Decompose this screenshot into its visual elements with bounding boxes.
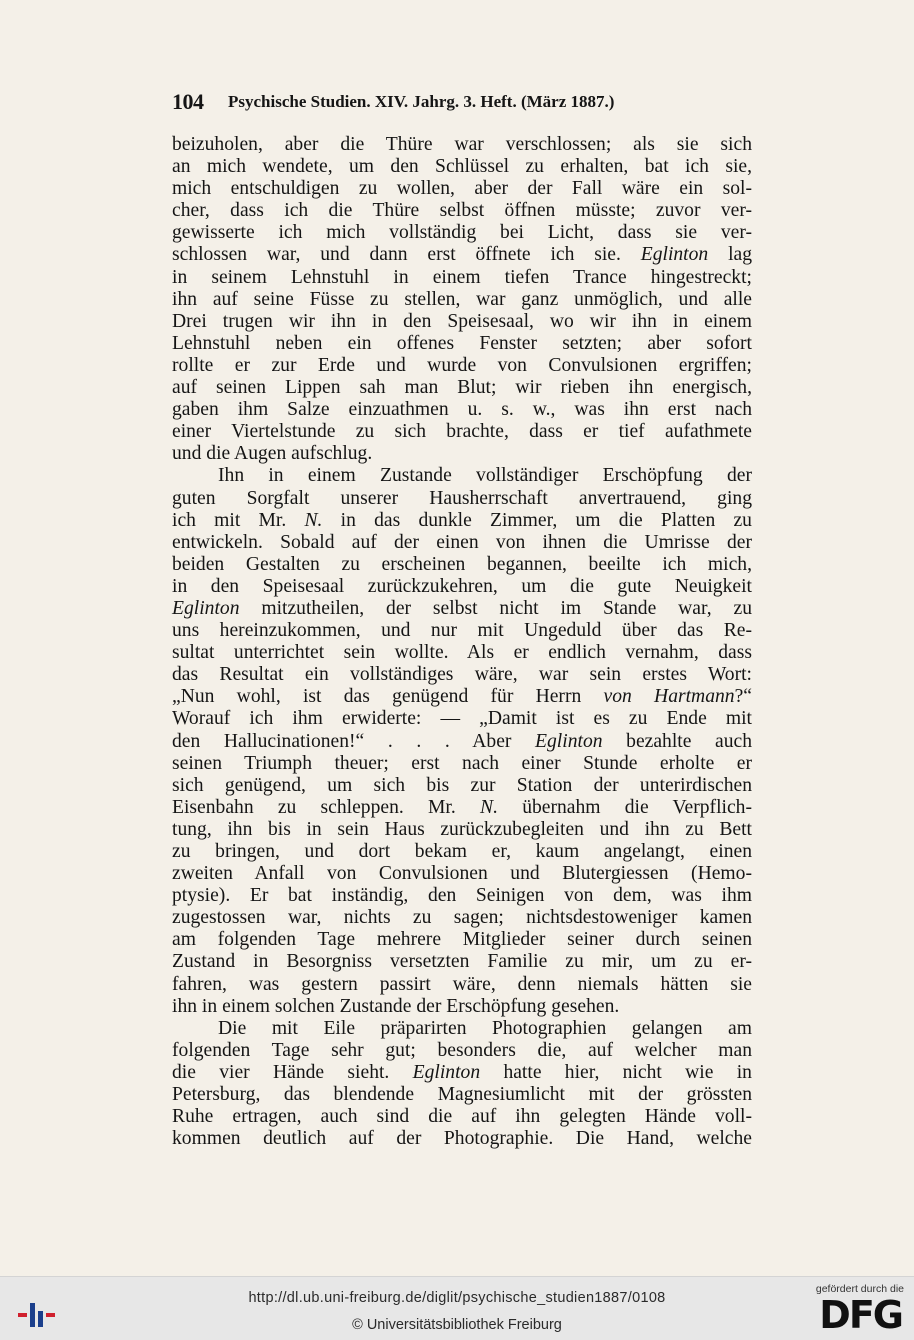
text-line: Lehnstuhl neben ein offenes Fenster setzten; aber sofort [172, 332, 752, 354]
text-line: guten Sorgfalt unserer Hausherrschaft anvertrauend, ging [172, 487, 752, 509]
text-line: Ruhe ertragen, auch sind die auf ihn gelegten Hände voll- [172, 1106, 752, 1128]
dfg-funding-label: gefördert durch die [815, 1283, 904, 1295]
text-line: Worauf ich ihm erwiderte: — „Damit ist es zu Ende mit [172, 708, 752, 730]
text-line: beiden Gestalten zu erscheinen begannen, beeilte ich mich, [172, 553, 752, 575]
text-line: beizuholen, aber die Thüre war verschlossen; als sie sich [172, 134, 752, 155]
text-line: Petersburg, das blendende Magnesiumlicht mit der grössten [172, 1084, 752, 1106]
text-line: uns hereinzukommen, und nur mit Ungeduld über das Re- [172, 620, 752, 642]
text-line: Ihn in einem Zustande vollständiger Erschöpfung der [218, 465, 752, 487]
name-eglinton: Eglinton [535, 730, 603, 752]
text-line: rollte er zur Erde und wurde von Convulsionen ergriffen; [172, 354, 752, 376]
text-line: gewisserte ich mich vollständig bei Licht, dass sie ver- [172, 222, 752, 244]
text-line: „Nun wohl, ist das genügend für Herrn von Hartmann?“ [172, 686, 753, 708]
name-eglinton: Eglinton [172, 597, 240, 619]
text-line: schlossen war, und dann erst öffnete ich sie. Eglinton lag [172, 244, 753, 266]
text-line: ptysie). Er bat inständig, den Seinigen von dem, was ihm [172, 885, 752, 907]
text-line: zu bringen, und dort bekam er, kaum angelangt, einen [172, 841, 752, 862]
permalink[interactable]: http://dl.ub.uni-freiburg.de/diglit/psychische_studien1887/0108 [248, 1290, 666, 1306]
text-line: in seinem Lehnstuhl in einem tiefen Trance hingestreckt; [172, 266, 752, 288]
copyright-notice: © Universitätsbibliothek Freiburg [352, 1317, 562, 1333]
name-hartmann: von Hartmann [603, 686, 735, 708]
text-line: Zustand in Besorgniss versetzten Familie zu mir, um zu er- [172, 951, 752, 973]
text-line: folgenden Tage sehr gut; besonders die, auf welcher man [172, 1039, 752, 1061]
name-mr-n: N. [304, 509, 323, 531]
text-line: gaben ihm Salze einzuathmen u. s. w., was ihn erst nach [172, 399, 752, 421]
name-eglinton: Eglinton [640, 244, 709, 266]
text-line: entwickeln. Sobald auf der einen von ihnen die Umrisse der [172, 531, 752, 553]
text-line: Drei trugen wir ihn in den Speisesaal, wo wir ihn in einem [172, 310, 752, 332]
text-line: zweiten Anfall von Convulsionen und Blutergiessen (Hemo- [172, 863, 752, 885]
viewer-footer [0, 1276, 914, 1340]
text-line: das Resultat ein vollständiges wäre, war sein erstes Wort: [172, 664, 752, 686]
text-line: ihn auf seine Füsse zu stellen, war ganz unmöglich, und alle [172, 288, 752, 310]
text-line: sultat unterrichtet sein wollte. Als er endlich vernahm, dass [172, 642, 752, 664]
text-line: und die Augen aufschlug. [172, 443, 373, 465]
text-line: seinen Triumph theuer; erst nach einer Stunde erholte er [172, 752, 752, 774]
dfg-logo: DFG [819, 1293, 902, 1337]
text-line: Die mit Eile präparirten Photographien gelangen am [218, 1017, 752, 1039]
text-line: am folgenden Tage mehrere Mitglieder seiner durch seinen [172, 929, 752, 951]
text-line: ich mit Mr. N. in das dunkle Zimmer, um die Platten zu [172, 509, 752, 531]
name-eglinton: Eglinton [412, 1061, 481, 1083]
running-head: Psychische Studien. XIV. Jahrg. 3. Heft. (März 1887.) [228, 92, 615, 111]
text-line: in den Speisesaal zurückzukehren, um die gute Neuigkeit [172, 575, 752, 597]
name-mr-n: N. [480, 796, 498, 818]
text-line: Eglinton mitzutheilen, der selbst nicht im Stande war, zu [172, 597, 752, 619]
text-line: sich genügend, um sich bis zur Station der unterirdischen [172, 774, 752, 796]
text-line: cher, dass ich die Thüre selbst öffnen müsste; zuvor ver- [172, 200, 752, 222]
text-line: kommen deutlich auf der Photographie. Die Hand, welche [172, 1128, 752, 1150]
text-line: einer Viertelstunde zu sich brachte, dass er tief aufathmete [172, 421, 752, 443]
text-line: mich entschuldigen zu wollen, aber der Fall wäre ein sol- [172, 178, 752, 200]
page-header [172, 86, 752, 116]
text-line: den Hallucinationen!“ . . . Aber Eglinton bezahlte auch [172, 730, 753, 752]
text-line: tung, ihn bis in sein Haus zurückzubegleiten und ihn zu Bett [172, 818, 752, 840]
text-line: fahren, was gestern passirt wäre, denn niemals hätten sie [172, 973, 752, 995]
text-line: auf seinen Lippen sah man Blut; wir rieben ihn energisch, [172, 377, 752, 399]
text-line: ihn in einem solchen Zustande der Erschöpfung gesehen. [172, 995, 620, 1017]
body-text [172, 134, 752, 1150]
text-line: die vier Hände sieht. Eglinton hatte hier, nicht wie in [172, 1061, 752, 1083]
text-line: zugestossen war, nichts zu sagen; nichtsdestoweniger kamen [172, 907, 752, 929]
text-line: an mich wendete, um den Schlüssel zu erhalten, bat ich sie, [172, 156, 752, 178]
text-line: Eisenbahn zu schleppen. Mr. N. übernahm die Verpflich- [172, 796, 752, 818]
page-number: 104 [172, 89, 204, 114]
